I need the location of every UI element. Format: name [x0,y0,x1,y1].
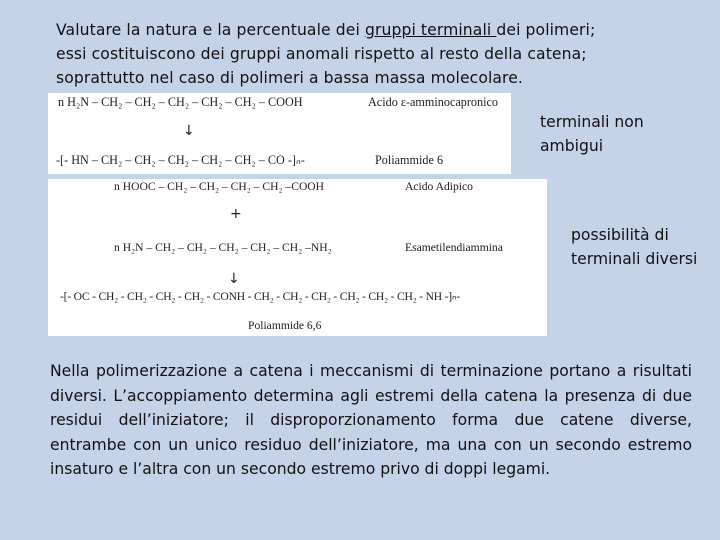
hexamethylenediamine-formula: n H₂N – CH₂ – CH₂ – CH₂ – CH₂ – CH₂ –NH₂ [114,241,332,254]
aminocaproic-acid-name: Acido ε-amminocapronico [368,95,498,109]
nylon-6-reaction-image [48,93,511,174]
nylon-6-name: Poliammide 6 [375,153,444,167]
down-arrow-icon: ↓ [228,271,240,287]
intro-line-2: essi costituiscono dei gruppi anomali rispetto al resto della catena; [56,45,587,63]
adipic-acid-formula: n HOOC – CH₂ – CH₂ – CH₂ – CH₂ –COOH [114,180,325,193]
nylon-66-name: Poliammide 6,6 [248,319,322,332]
adipic-acid-name: Acido Adipico [405,180,473,193]
unambiguous-terminals-note: terminali non ambigui [540,113,644,155]
different-terminals-note: possibilità di terminali diversi [571,226,698,268]
down-arrow-icon: ↓ [183,123,195,139]
intro-line-1-start: Valutare la natura e la percentuale dei [56,21,365,39]
nylon-6-formula: -[- HN – CH₂ – CH₂ – CH₂ – CH₂ – CH₂ – CO -]ₙ- [56,153,305,167]
plus-sign: + [230,206,242,222]
intro-line-1 [56,18,706,42]
nylon-66-reaction-image [48,179,547,336]
nylon-66-formula: -[- OC - CH₂ - CH₂ - CH₂ - CH₂ - CONH - CH₂ - CH₂ - CH₂ - CH₂ - CH₂ - CH₂ - NH -]ₙ- [60,290,461,303]
intro-line-1-end: dei polimeri; [496,21,596,39]
hexamethylenediamine-name: Esametilendiammina [405,241,503,254]
intro-text [56,18,706,90]
terminal-groups-highlight: gruppi terminali [364,21,497,39]
intro-line-3: soprattutto nel caso di polimeri a bassa massa molecolare. [56,69,523,87]
chain-termination-paragraph: Nella polimerizzazione a catena i meccanismi di terminazione portano a risultati diversi. L’accoppiamento determina agli estremi della catena la presenza di due residui dell’iniziatore; il disproporzionamento forma due catene diverse, entrambe con un unico residuo dell’iniziatore, ma una con un secondo estremo insaturo e l’altra con un secondo estremo privo di doppi legami. [50,362,692,478]
aminocaproic-acid-formula: n H₂N – CH₂ – CH₂ – CH₂ – CH₂ – CH₂ – COOH [58,95,303,109]
